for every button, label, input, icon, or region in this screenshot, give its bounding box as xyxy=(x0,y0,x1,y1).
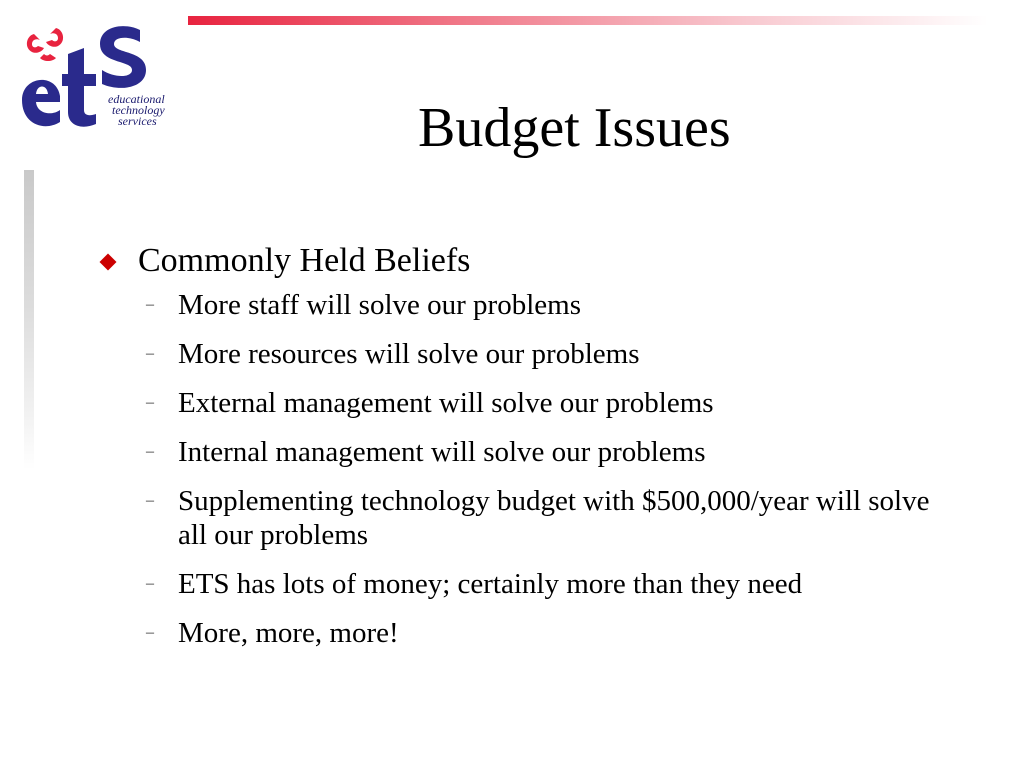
ets-logo xyxy=(14,14,174,134)
sub-bullet-text: External management will solve our problems xyxy=(178,387,714,419)
sub-bullet-item xyxy=(146,435,978,469)
sub-bullet-text: ETS has lots of money; certainly more than they need xyxy=(178,568,803,600)
sub-bullet-list xyxy=(98,288,978,650)
sub-bullet-item xyxy=(146,484,978,552)
sub-bullet-text: More resources will solve our problems xyxy=(178,338,640,370)
sub-bullet-item xyxy=(146,386,978,420)
sub-bullet-item xyxy=(146,616,978,650)
sub-bullet-item xyxy=(146,288,978,322)
bullet-text: Commonly Held Beliefs xyxy=(138,242,471,279)
logo-caption-line: services xyxy=(118,114,157,128)
logo-caption xyxy=(108,94,165,127)
dash-bullet-icon: – xyxy=(146,575,154,592)
sub-bullet-text: Supplementing technology budget with $500,000/year will solve all our problems xyxy=(178,485,930,551)
bullet-item xyxy=(98,240,978,282)
sub-bullet-text: More, more, more! xyxy=(178,617,399,649)
logo-caption-line: educational xyxy=(108,92,165,106)
left-accent-bar xyxy=(24,170,34,470)
diamond-bullet-icon xyxy=(100,254,117,271)
logo-caption-line: technology xyxy=(112,103,165,117)
sub-bullet-text: Internal management will solve our problems xyxy=(178,436,706,468)
sub-bullet-text: More staff will solve our problems xyxy=(178,289,581,321)
slide-title: Budget Issues xyxy=(418,97,731,159)
logo-swirl-icon xyxy=(27,28,63,61)
dash-bullet-icon: – xyxy=(146,624,154,641)
dash-bullet-icon: – xyxy=(146,394,154,411)
sub-bullet-item xyxy=(146,337,978,371)
bullet-list xyxy=(98,240,978,665)
top-accent-bar xyxy=(188,16,988,25)
sub-bullet-item xyxy=(146,567,978,601)
dash-bullet-icon: – xyxy=(146,296,154,313)
dash-bullet-icon: – xyxy=(146,345,154,362)
dash-bullet-icon: – xyxy=(146,443,154,460)
dash-bullet-icon: – xyxy=(146,492,154,509)
